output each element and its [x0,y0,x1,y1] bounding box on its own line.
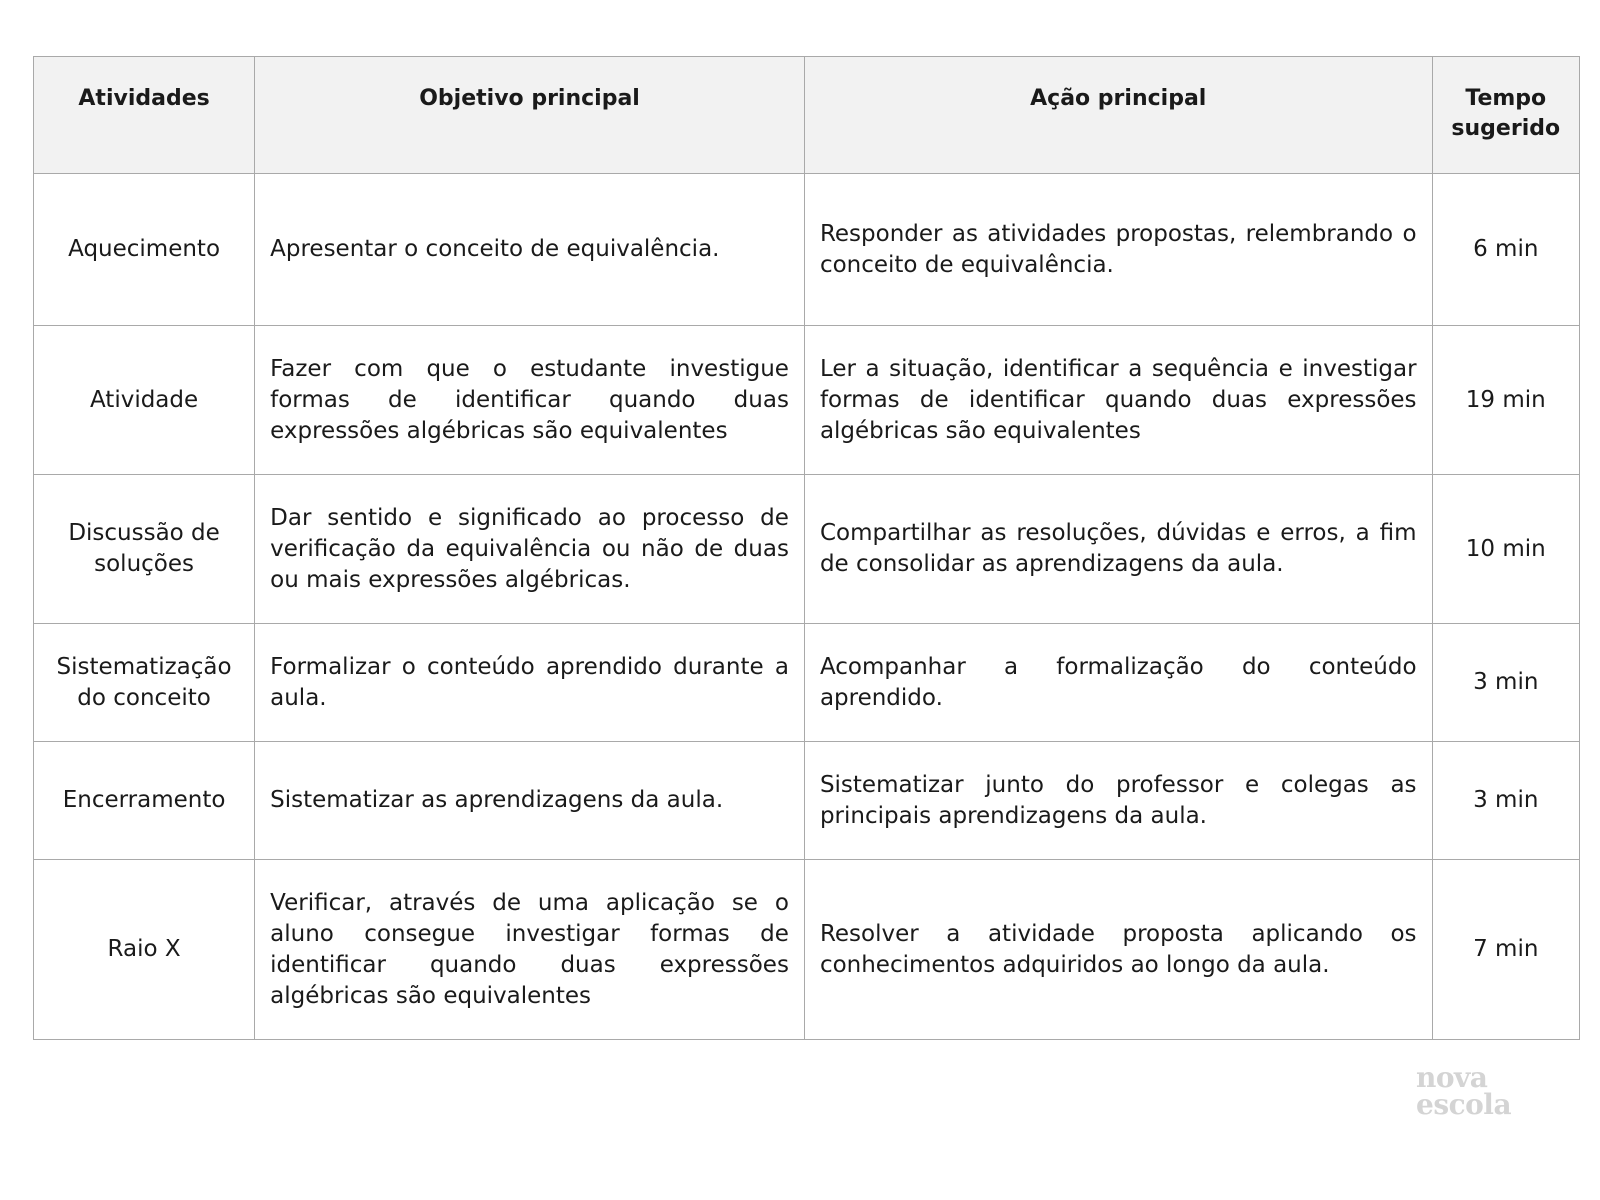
cell-atividade: Atividade [34,326,255,475]
header-row [34,57,1580,174]
cell-tempo: 3 min [1432,624,1579,742]
cell-acao: Acompanhar a formalização do conteúdo aprendido. [804,624,1432,742]
cell-tempo: 10 min [1432,475,1579,624]
cell-atividade: Aquecimento [34,174,255,326]
cell-acao: Compartilhar as resoluções, dúvidas e erros, a fim de consolidar as aprendizagens da aula. [804,475,1432,624]
logo-line-nova: nova [1416,1061,1488,1094]
header-atividades: Atividades [34,57,255,174]
cell-acao: Responder as atividades propostas, relembrando o conceito de equivalência. [804,174,1432,326]
header-acao: Ação principal [804,57,1432,174]
cell-acao: Resolver a atividade proposta aplicando os conhecimentos adquiridos ao longo da aula. [804,860,1432,1040]
cell-tempo: 7 min [1432,860,1579,1040]
cell-atividade: Sistematização do conceito [34,624,255,742]
cell-objetivo: Sistematizar as aprendizagens da aula. [255,742,805,860]
table-row [34,326,1580,475]
cell-acao: Sistematizar junto do professor e colegas as principais aprendizagens da aula. [804,742,1432,860]
cell-tempo: 19 min [1432,326,1579,475]
cell-tempo: 3 min [1432,742,1579,860]
table-row [34,742,1580,860]
lesson-plan-table [33,56,1580,1040]
cell-atividade: Raio X [34,860,255,1040]
cell-objetivo: Formalizar o conteúdo aprendido durante a aula. [255,624,805,742]
nova-escola-logo [1416,1061,1526,1121]
cell-atividade: Encerramento [34,742,255,860]
cell-objetivo: Dar sentido e significado ao processo de verificação da equivalência ou não de duas ou mais expressões algébricas. [255,475,805,624]
cell-atividade: Discussão de soluções [34,475,255,624]
header-objetivo: Objetivo principal [255,57,805,174]
cell-objetivo: Fazer com que o estudante investigue formas de identificar quando duas expressões algébricas são equivalentes [255,326,805,475]
cell-acao: Ler a situação, identificar a sequência e investigar formas de identificar quando duas expressões algébricas são equivalentes [804,326,1432,475]
cell-objetivo: Verificar, através de uma aplicação se o aluno consegue investigar formas de identificar quando duas expressões algébricas são equivalentes [255,860,805,1040]
table-row [34,860,1580,1040]
logo-line-escola: escola [1416,1088,1512,1121]
table-row [34,174,1580,326]
table-row [34,624,1580,742]
header-tempo: Tempo sugerido [1432,57,1579,174]
cell-objetivo: Apresentar o conceito de equivalência. [255,174,805,326]
table-row [34,475,1580,624]
cell-tempo: 6 min [1432,174,1579,326]
